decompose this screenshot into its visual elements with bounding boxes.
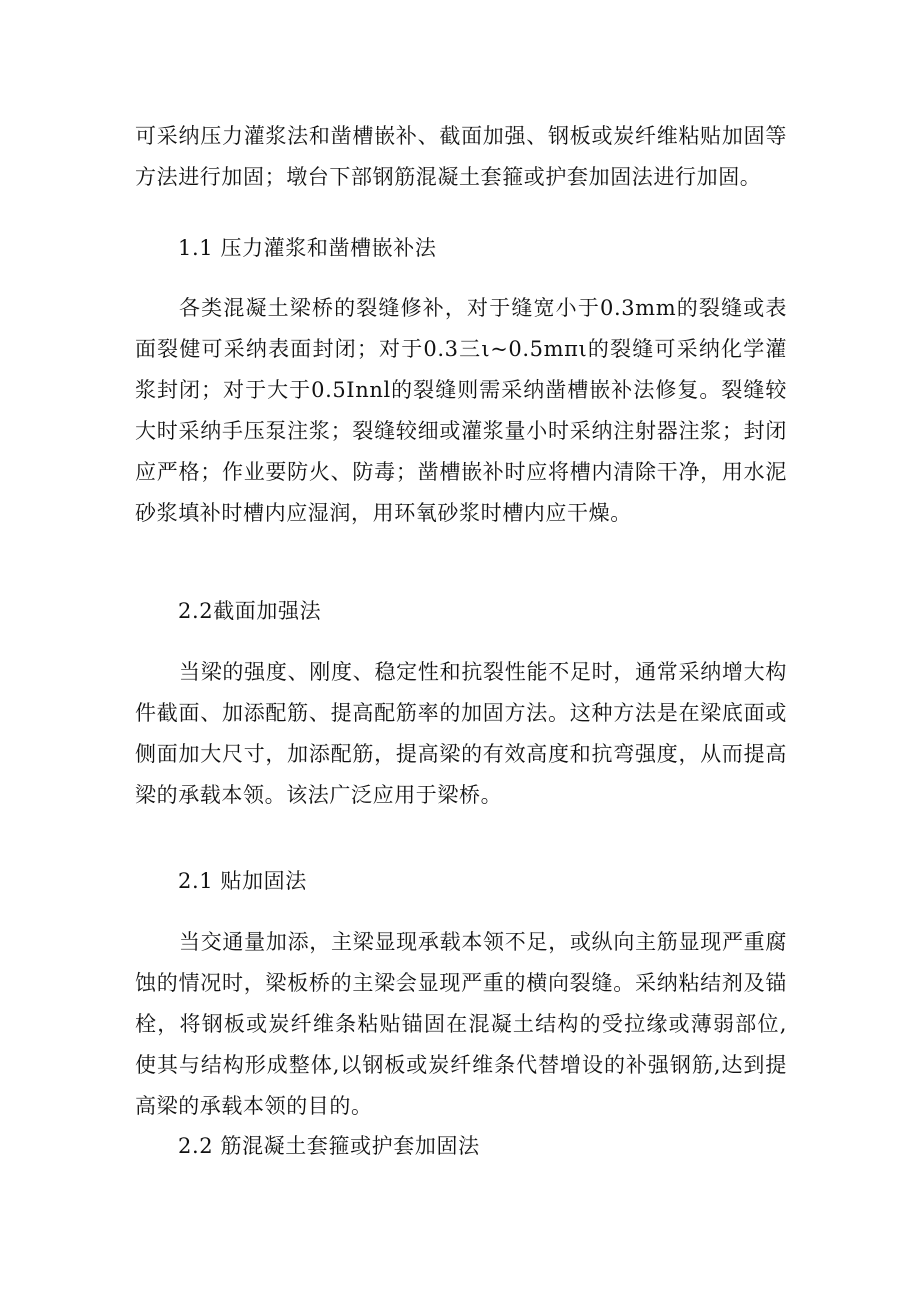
paragraph-crack-repair: 各类混凝土梁桥的裂缝修补，对于缝宽小于0.3mm的裂缝或表面裂健可采纳表面封闭；对于0.3三ι~0.5mπι的裂缝可采纳化学灌浆封闭；对于大于0.5Innl的裂缝则需采纳凿槽嵌补法修复。裂缝较大时采纳手压泵注浆；裂缝较细或灌浆量小时采纳注射器注浆；封闭应严格；作业要防火、防毒；凿槽嵌补时应将槽内清除干净，用水泥砂浆填补时槽内应湿润，用环氧砂浆时槽内应干燥。 [135,296,787,525]
section-heading-2-2-section: 2.2截面加强法 [178,599,322,623]
section-heading-2-2-jacket: 2.2 筋混凝土套箍或护套加固法 [178,1134,480,1158]
section-heading-1-1: 1.1 压力灌浆和凿槽嵌补法 [178,236,437,260]
paragraph-intro: 可采纳压力灌浆法和凿槽嵌补、截面加强、钢板或炭纤维粘贴加固等方法进行加固；墩台下部钢筋混凝土套箍或护套加固法进行加固。 [135,124,787,189]
paragraph-bonding: 当交通量加添，主梁显现承载本领不足，或纵向主筋显现严重腐蚀的情况时，梁板桥的主梁会显现严重的横向裂缝。采纳粘结剂及锚栓，将钢板或炭纤维条粘贴锚固在混凝土结构的受拉缘或薄弱部位,使其与结构形成整体,以钢板或炭纤维条代替增设的补强钢筋,达到提高梁的承载本领的目的。 [135,930,787,1118]
section-heading-2-1: 2.1 贴加固法 [178,869,307,893]
paragraph-section-strengthening: 当梁的强度、刚度、稳定性和抗裂性能不足时，通常采纳增大构件截面、加添配筋、提高配筋率的加固方法。这种方法是在梁底面或侧面加大尺寸，加添配筋，提高梁的有效高度和抗弯强度，从而提高梁的承载本领。该法广泛应用于梁桥。 [135,660,787,807]
